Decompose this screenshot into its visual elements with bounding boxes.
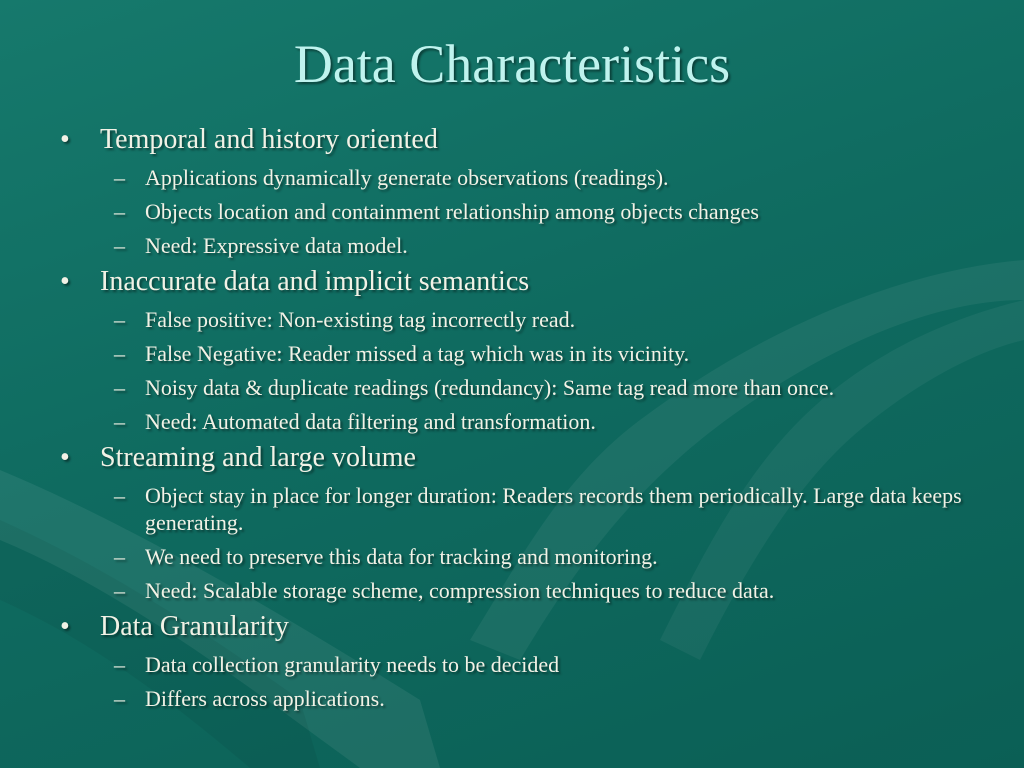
bullet-icon: • bbox=[60, 442, 70, 473]
dash-icon: – bbox=[114, 233, 125, 258]
dash-icon: – bbox=[114, 686, 125, 711]
slide-title: Data Characteristics bbox=[293, 34, 731, 94]
sub-item bbox=[0, 306, 1024, 333]
sub-text: Need: Automated data filtering and transformation. bbox=[145, 409, 596, 434]
sub-item bbox=[0, 685, 1024, 712]
dash-icon: – bbox=[114, 199, 125, 224]
sub-text: False positive: Non-existing tag incorrectly read. bbox=[145, 307, 576, 332]
section-inaccurate bbox=[0, 265, 1024, 435]
dash-icon: – bbox=[114, 341, 125, 366]
sub-item bbox=[0, 577, 1024, 604]
sub-item bbox=[0, 340, 1024, 367]
sub-text: Object stay in place for longer duration: Readers records them periodically. Large data keeps generating. bbox=[145, 483, 962, 535]
bullet-item bbox=[0, 123, 1024, 157]
sub-item bbox=[0, 198, 1024, 225]
sub-item bbox=[0, 408, 1024, 435]
dash-icon: – bbox=[114, 544, 125, 569]
sub-text: Applications dynamically generate observations (readings). bbox=[145, 165, 669, 190]
sub-text: Objects location and containment relationship among objects changes bbox=[145, 199, 759, 224]
sub-item bbox=[0, 651, 1024, 678]
dash-icon: – bbox=[114, 409, 125, 434]
sub-item bbox=[0, 232, 1024, 259]
section-streaming bbox=[0, 441, 1024, 604]
bullet-text: Temporal and history oriented bbox=[100, 124, 438, 155]
bullet-text: Streaming and large volume bbox=[100, 442, 416, 473]
sub-item bbox=[0, 543, 1024, 570]
bullet-item bbox=[0, 610, 1024, 644]
section-granularity bbox=[0, 610, 1024, 712]
sub-text: Noisy data & duplicate readings (redundancy): Same tag read more than once. bbox=[145, 375, 835, 400]
bullet-item bbox=[0, 265, 1024, 299]
dash-icon: – bbox=[114, 578, 125, 603]
sub-text: Data collection granularity needs to be decided bbox=[145, 652, 560, 677]
bullet-icon: • bbox=[60, 124, 70, 155]
sub-item bbox=[0, 164, 1024, 191]
sub-text: Need: Scalable storage scheme, compression techniques to reduce data. bbox=[145, 578, 775, 603]
dash-icon: – bbox=[114, 652, 125, 677]
bullet-item bbox=[0, 441, 1024, 475]
sub-text: False Negative: Reader missed a tag which was in its vicinity. bbox=[145, 341, 690, 366]
section-temporal bbox=[0, 123, 1024, 259]
dash-icon: – bbox=[114, 483, 125, 508]
slide-content bbox=[0, 122, 1024, 718]
bullet-icon: • bbox=[60, 611, 70, 642]
sub-item bbox=[0, 482, 1024, 536]
dash-icon: – bbox=[114, 375, 125, 400]
sub-text: Need: Expressive data model. bbox=[145, 233, 408, 258]
bullet-text: Inaccurate data and implicit semantics bbox=[100, 266, 530, 297]
bullet-icon: • bbox=[60, 266, 70, 297]
dash-icon: – bbox=[114, 307, 125, 332]
sub-text: We need to preserve this data for tracking and monitoring. bbox=[145, 544, 658, 569]
sub-item bbox=[0, 374, 1024, 401]
sub-text: Differs across applications. bbox=[145, 686, 385, 711]
dash-icon: – bbox=[114, 165, 125, 190]
bullet-text: Data Granularity bbox=[100, 611, 289, 642]
